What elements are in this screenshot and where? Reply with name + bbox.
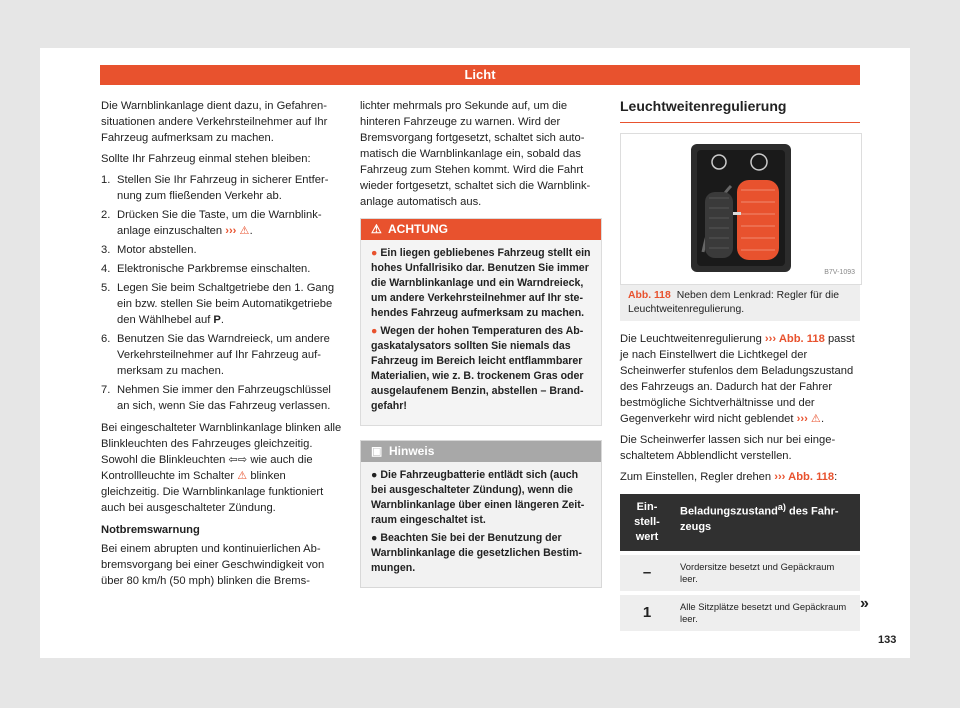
note-box — [360, 440, 602, 588]
note-text: Die Fahrzeugbatterie entlädt sich (auch bei ausgeschalteter Zündung), wenn die Warnblinkanlage über einen längeren Zeitraum eingeschaltet ist. — [371, 469, 585, 526]
section-title: Leuchtweitenregulierung — [620, 98, 860, 123]
header-beladungszustand — [674, 494, 860, 551]
leuchtweite-paragraph-3 — [620, 469, 860, 485]
para1-text-a: Die Leuchtweitenregulierung — [620, 333, 762, 345]
step-text: Benutzen Sie das Warndreieck, um andere Verkehrsteilnehmer auf Ihr Fahrzeug aufmerksam zu machen. — [117, 333, 330, 377]
list-item — [101, 331, 343, 379]
list-item — [101, 261, 343, 277]
table-header-row — [620, 494, 860, 551]
continue-mark: » — [860, 595, 869, 612]
para3-colon: : — [834, 471, 838, 483]
hazard-text-c: blinken gleichzeitig. Die Warnblinkanlage funktioniert auch bei ausgeschalteter Zündung. — [101, 470, 324, 514]
step-number: 6. — [101, 333, 111, 345]
note-text: Beachten Sie bei der Benutzung der Warnblinkanlage die gesetzlichen Bestimmungen. — [371, 532, 582, 574]
warning-list — [361, 240, 601, 425]
list-item — [371, 324, 593, 414]
figure-link-text: Abb. 118 — [788, 471, 835, 483]
hazard-text-b: wie auch die Kontrollleuchte im Schalter — [101, 454, 313, 482]
step-number: 1. — [101, 174, 111, 186]
footnote-marker: a) — [777, 502, 786, 512]
gear-p-label: P — [213, 314, 221, 326]
row-value: 1 — [620, 595, 674, 631]
leuchtweite-paragraph-2: Die Scheinwerfer lassen sich nur bei eingeschaltetem Abblendlicht verstellen. — [620, 434, 836, 462]
hazard-paragraph — [101, 420, 343, 516]
list-item — [101, 172, 343, 204]
note-list — [361, 462, 601, 587]
info-icon: ▣ — [371, 444, 383, 458]
step-number: 3. — [101, 244, 111, 256]
step-text: Motor abstellen. — [117, 244, 197, 256]
warning-triangle-icon: ⚠ — [810, 413, 821, 425]
step-text: Elektronische Parkbremse einschalten. — [117, 263, 311, 275]
para1-text-b: passt je nach Einstellwert die Lichtkegel der Scheinwerfer stufenlos dem Beladungszustand des Fahrzeugs an. Dadurch hat der Fahrer bestmögliche Sichtverhältnisse und der Gegenverkehr wird nicht geblendet — [620, 333, 855, 425]
continued-paragraph: lichter mehrmals pro Sekunde auf, um die hinteren Fahrzeuge zu warnen. Wird der Bremsvorgang fortgesetzt, schaltet sich automatisch die Warnblinkanlage ein, sobald das Fahrzeug zum Stehen kommt. Wird die Fahrt wieder fortgesetzt, schaltet sich die Warnblinkanlage automatisch aus. — [360, 100, 591, 208]
list-item: 5. Legen Sie beim Schaltgetriebe den 1. Gang ein bzw. stellen Sie beim Automatikgetriebe den Wählhebel auf P. — [101, 282, 335, 326]
list-item — [371, 468, 593, 528]
note-title — [361, 441, 601, 462]
settings-table — [620, 490, 860, 635]
warning-title — [361, 219, 601, 240]
list-item — [101, 242, 343, 258]
leuchtweite-paragraph-1: Die Leuchtweitenregulierung ››› Abb. 118 passt je nach Einstellwert die Lichtkegel der Scheinwerfer stufenlos dem Beladungszustand des Fahrzeugs an. Dadurch hat der Fahrer bestmögliche Sichtverhältnisse und der Gegenverkehr wird nicht geblendet ››› ⚠. — [620, 333, 855, 425]
step-text: Drücken Sie die Taste, um die Warnblinkanlage einzuschalten — [117, 209, 322, 237]
list-item — [101, 382, 343, 414]
page-number: 133 — [878, 634, 897, 646]
turn-signal-icon: ⇦⇨ — [228, 454, 248, 466]
headlight-range-figure — [620, 133, 862, 285]
row-value: – — [620, 555, 674, 591]
bullet-icon: ● — [371, 532, 378, 544]
list-item — [371, 246, 593, 321]
hazard-text-a: Bei eingeschalteter Warnblinkanlage blinken alle Blinkleuchten des Fahrzeuges gleichzeitig. Sowohl die Blinkleuchten — [101, 422, 342, 466]
column-1 — [101, 98, 343, 594]
caption-ref: Abb. 118 — [628, 290, 671, 301]
column-3 — [620, 98, 860, 635]
column-2 — [360, 98, 602, 588]
cross-ref-arrows[interactable]: ››› — [796, 413, 808, 425]
header-einstellwert: Einstellwert — [620, 494, 674, 551]
cross-ref-arrows[interactable]: ››› — [225, 225, 237, 237]
bullet-icon: ● — [371, 247, 378, 259]
step-text: Legen Sie beim Schaltgetriebe den 1. Gang ein bzw. stellen Sie beim Automatikgetriebe den Wählhebel auf — [117, 282, 335, 326]
arrows-glyph: ››› — [764, 333, 777, 345]
bullet-icon: ● — [371, 469, 378, 481]
cross-ref-link[interactable] — [765, 333, 825, 345]
figure-link-text: Abb. 118 — [778, 333, 825, 345]
subheading-notbremswarnung: Notbremswarnung — [101, 524, 200, 536]
warning-triangle-icon: ⚠ — [371, 222, 382, 236]
stop-intro: Sollte Ihr Fahrzeug einmal stehen bleiben: — [101, 153, 311, 165]
step-text: Nehmen Sie immer den Fahrzeugschlüssel an sich, wenn Sie das Fahrzeug verlassen. — [117, 384, 331, 412]
bullet-icon: ● — [371, 325, 378, 337]
list-item — [371, 531, 593, 576]
figure-code: B7V-1093 — [824, 269, 855, 276]
warning-title-text: ACHTUNG — [388, 222, 448, 236]
warning-text: Wegen der hohen Temperaturen des Abgaskatalysators sollten Sie niemals das Fahrzeug im Bereich leicht entflammbarer Materialien, wie z. B. trockenem Gras oder ausgelaufenem Benzin, abstellen – Brandgefahr! — [371, 325, 584, 412]
step-number: 5. — [101, 282, 111, 294]
warning-box — [360, 218, 602, 426]
warning-triangle-icon: ⚠ — [239, 225, 250, 237]
row-desc: Alle Sitzplätze besetzt und Gepäckraum leer. — [674, 595, 860, 631]
notbrems-paragraph: Bei einem abrupten und kontinuierlichen Abbremsvorgang bei einer Geschwindigkeit von über 80 km/h (50 mph) blinken die Brems- — [101, 543, 325, 587]
step-number: 2. — [101, 209, 111, 221]
header-text-b: des Fahrzeugs — [680, 505, 839, 533]
para3-text-a: Zum Einstellen, Regler drehen — [620, 471, 772, 483]
step-list — [101, 172, 343, 414]
cross-ref-link[interactable] — [774, 471, 834, 483]
step-number: 7. — [101, 384, 111, 396]
header-text: Beladungszustand — [680, 505, 778, 518]
table-row — [620, 595, 860, 631]
hazard-switch-icon: ⚠ — [237, 470, 248, 482]
arrows-glyph: ››› — [774, 471, 786, 483]
chapter-header: Licht — [100, 65, 860, 85]
caption-text: Neben dem Lenkrad: Regler für die Leuchtweitenregulierung. — [628, 290, 840, 315]
table-row — [620, 555, 860, 591]
intro-paragraph: Die Warnblinkanlage dient dazu, in Gefahrensituationen andere Verkehrsteilnehmer auf Ihr Fahrzeug aufmerksam zu machen. — [101, 100, 328, 144]
headlight-control-illustration — [621, 134, 861, 284]
list-item: 2. Drücken Sie die Taste, um die Warnblinkanlage einzuschalten ››› ⚠. — [101, 209, 322, 237]
note-title-text: Hinweis — [389, 444, 435, 458]
step-number: 4. — [101, 263, 111, 275]
row-desc: Vordersitze besetzt und Gepäckraum leer. — [674, 555, 860, 591]
figure-caption — [620, 285, 860, 321]
step-text: Stellen Sie Ihr Fahrzeug in sicherer Entfernung zum fließenden Verkehr ab. — [117, 174, 329, 202]
warning-text: Ein liegen gebliebenes Fahrzeug stellt ein hohes Unfallrisiko dar. Benutzen Sie immer die Warnblinkanlage und ein Warndreieck, um andere Verkehrsteilnehmer auf Ihr stehendes Fahrzeug aufmerksam zu machen. — [371, 247, 591, 319]
